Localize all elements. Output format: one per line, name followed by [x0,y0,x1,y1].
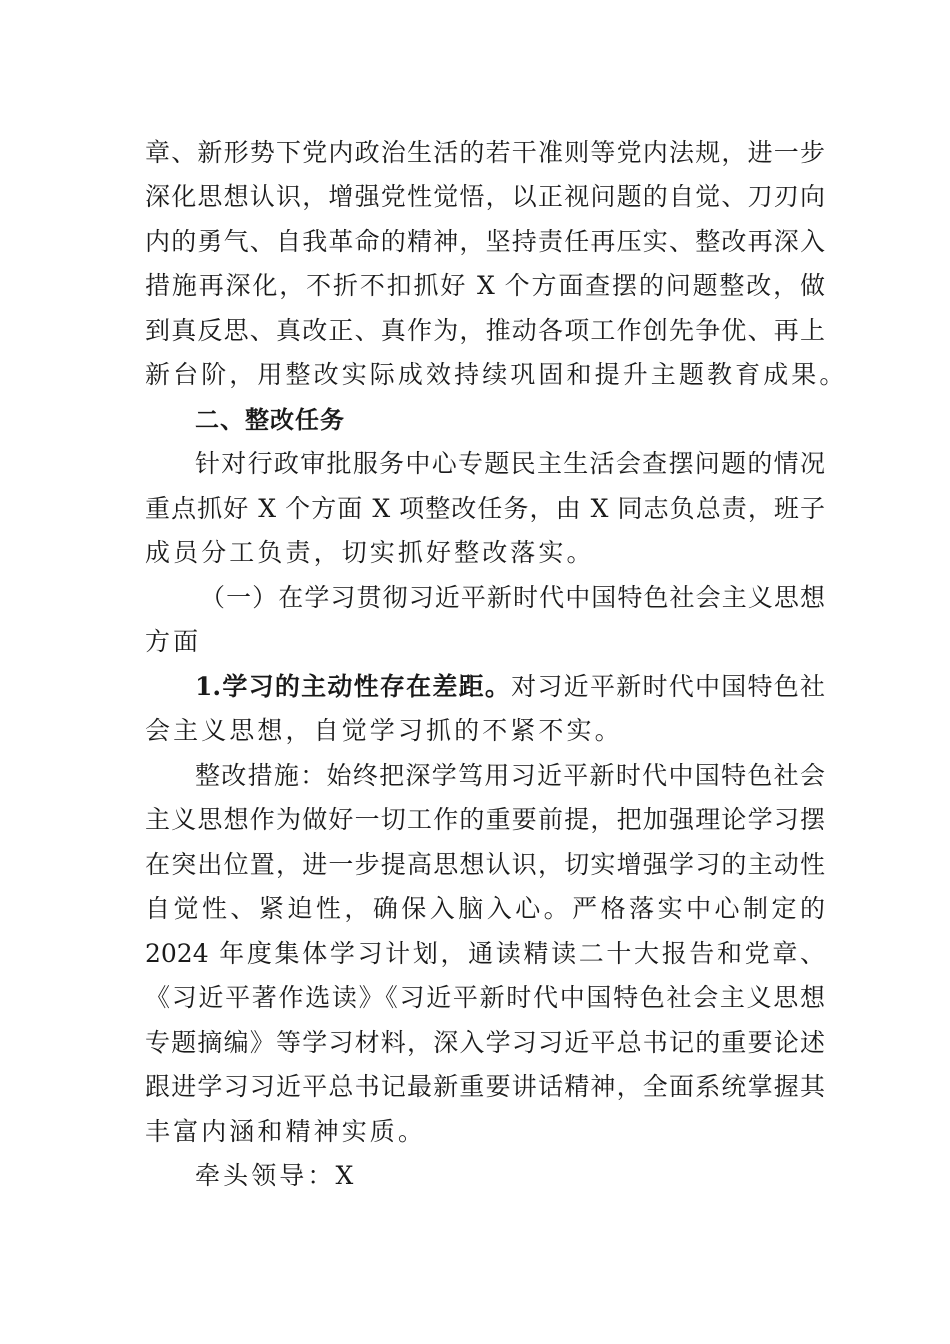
body-text-line: 丰富内涵和精神实质。 [145,1117,427,1146]
subsection-heading-cont: 方面 [145,627,202,656]
body-text-line: 自觉性、紧迫性，确保入脑入心。严格落实中心制定的 [145,894,825,923]
body-text-line: 在突出位置，进一步提高思想认识，切实增强学习的主动性 [145,850,825,879]
body-text-line: 重点抓好 X 个方面 X 项整改任务，由 X 同志负总责，班子 [145,494,825,523]
item-line [195,665,825,709]
body-text-line: 2024 年度集体学习计划，通读精读二十大报告和党章、 [145,939,825,968]
body-text-line: 内的勇气、自我革命的精神，坚持责任再压实、整改再深入 [145,227,825,256]
body-text-line: 会主义思想，自觉学习抓的不紧不实。 [145,716,623,745]
item-heading: 1.学习的主动性存在差距。 [195,672,512,701]
body-text-line: 深化思想认识，增强党性觉悟，以正视问题的自觉、刀刃向 [145,182,825,211]
body-text-line: 针对行政审批服务中心专题民主生活会查摆问题的情况 [195,449,825,478]
body-text-line: 《习近平著作选读》《习近平新时代中国特色社会主义思想 [145,983,825,1012]
body-text-line: 跟进学习习近平总书记最新重要讲话精神，全面系统掌握其 [145,1072,825,1101]
body-text-line: 成员分工负责，切实抓好整改落实。 [145,538,595,567]
subsection-heading: （一）在学习贯彻习近平新时代中国特色社会主义思想 [200,583,825,612]
section-heading: 二、整改任务 [195,406,345,434]
body-text-line: 到真反思、真改正、真作为，推动各项工作创先争优、再上 [145,316,825,345]
item-text: 对习近平新时代中国特色社 [511,672,825,701]
lead-leader-line: 牵头领导：X [195,1161,357,1190]
body-text-line: 专题摘编》等学习材料，深入学习习近平总书记的重要论述 [145,1028,825,1057]
body-text-line: 整改措施：始终把深学笃用习近平新时代中国特色社会 [195,761,825,790]
body-text-line: 主义思想作为做好一切工作的重要前提，把加强理论学习摆 [145,805,825,834]
body-text-line: 措施再深化，不折不扣抓好 X 个方面查摆的问题整改，做 [145,271,825,300]
body-text-line: 新台阶，用整改实际成效持续巩固和提升主题教育成果。 [145,360,848,389]
body-text-line: 章、新形势下党内政治生活的若干准则等党内法规，进一步 [145,138,825,167]
